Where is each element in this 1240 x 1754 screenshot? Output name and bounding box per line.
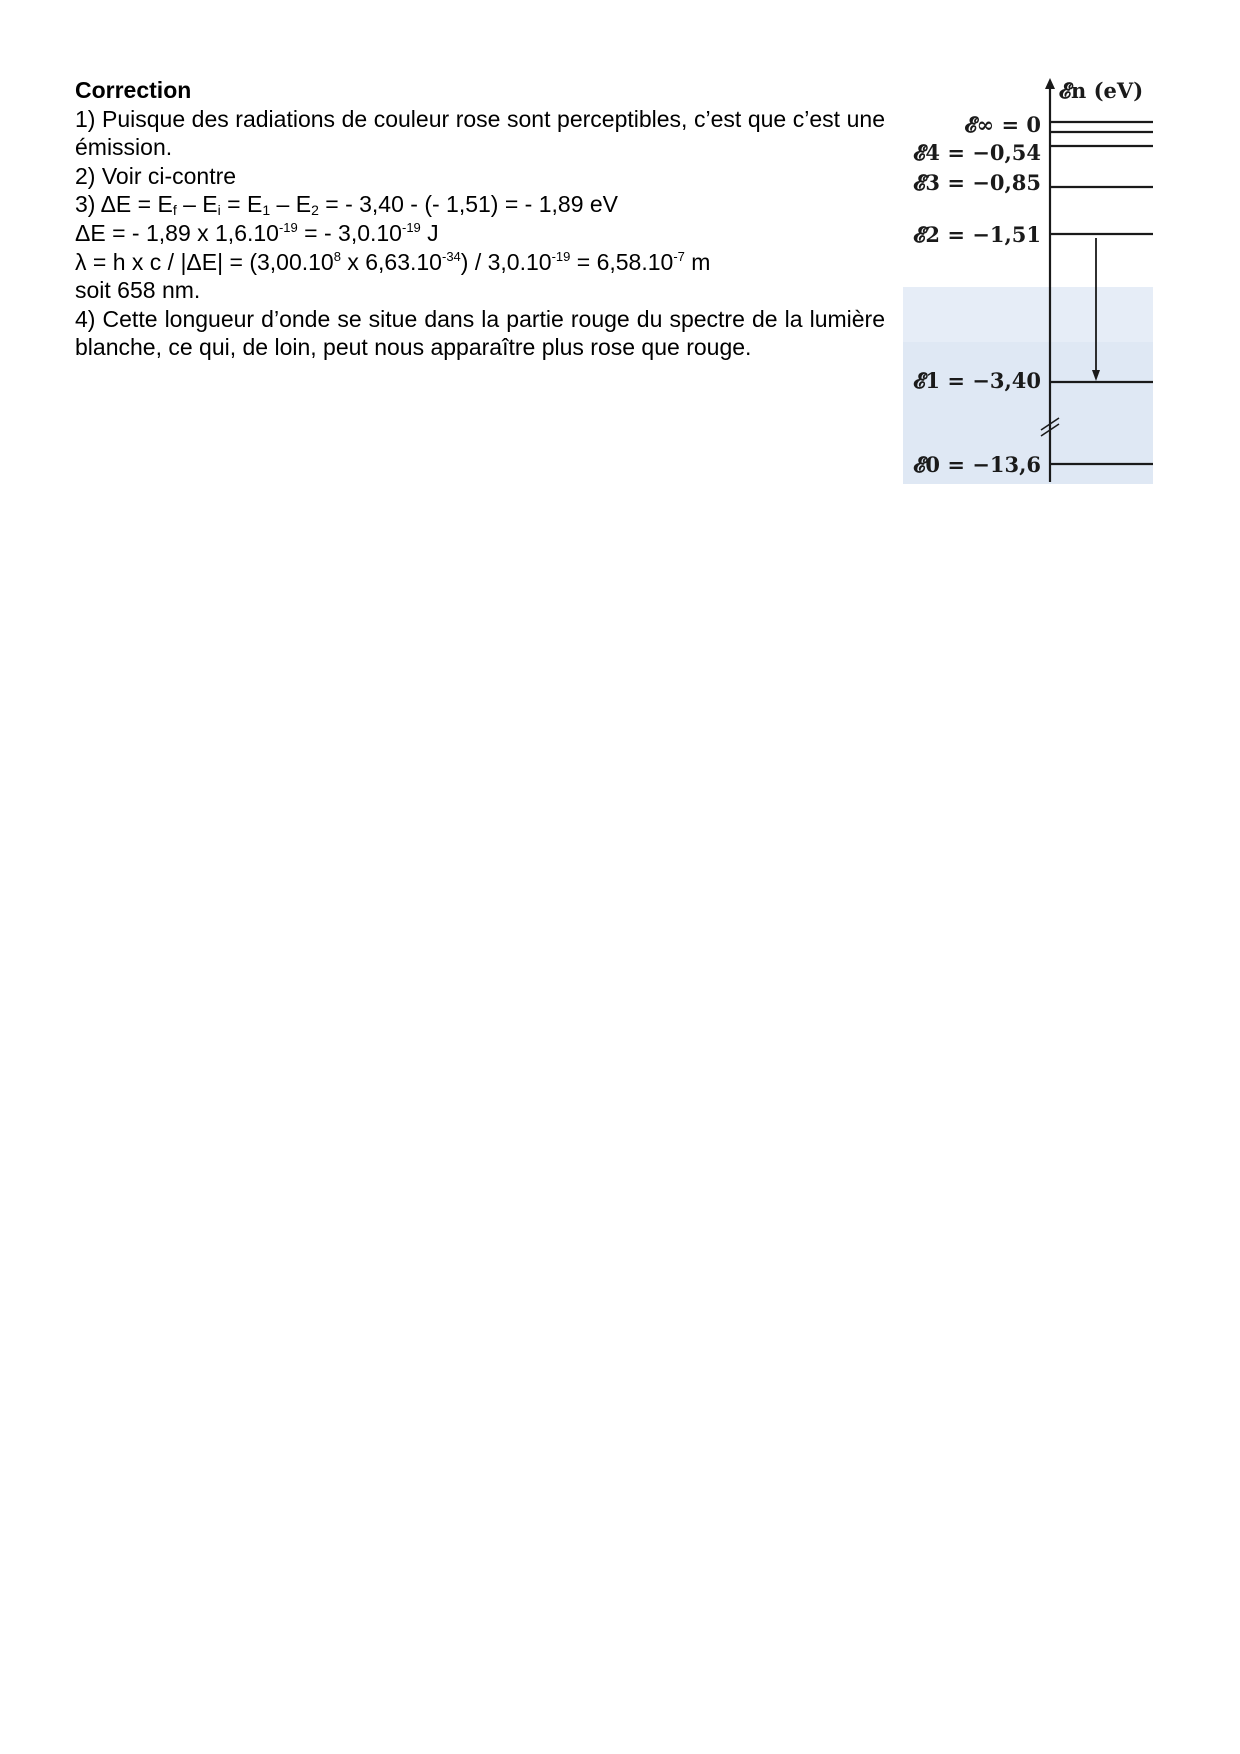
level-label-inf: 𝓔∞ = 0 [964,112,1041,137]
answer-3-line-4: soit 658 nm. [75,277,201,304]
energy-level-diagram [903,72,1153,484]
answer-3-line-2: ΔE = - 1,89 x $1,6.10^{-19}$ = - $3,0.10^{-19}$ J [75,219,439,246]
answer-1: 1) Puisque des radiations de couleur rose sont perceptibles, c’est que c’est une émission. [75,105,885,161]
axis-arrow-icon [1045,78,1055,89]
level-label-0: 𝓔0 = −13,6 [913,452,1041,477]
answer-2: 2) Voir ci-contre [75,162,237,189]
answer-4: 4) Cette longueur d’onde se situe dans la partie rouge du spectre de la lumière blanche, ce qui, de loin, peut nous apparaître plus rose que rouge. [75,305,885,361]
level-label-1: 𝓔1 = −3,40 [913,368,1041,393]
correction-title: Correction [75,77,192,103]
answer-3-line-1: 3) $\Delta E = E_f - E_i = E_1 - E_2$ = - 3,40 - (- 1,51) = - 1,89 eV [75,191,619,219]
level-label-4: 𝓔4 = −0,54 [913,140,1041,165]
correction-text [75,76,885,362]
axis-label: 𝓔n (eV) [1059,78,1144,103]
level-label-2: 𝓔2 = −1,51 [913,222,1041,247]
level-label-3: 𝓔3 = −0,85 [913,170,1041,195]
answer-3-line-3: λ = h x $c / |\Delta E| = (3,00.10^8$ x $6,63.10^{-34}) / 3,0.10^{-19} = 6,58.10^{-7}$ m [75,248,711,275]
